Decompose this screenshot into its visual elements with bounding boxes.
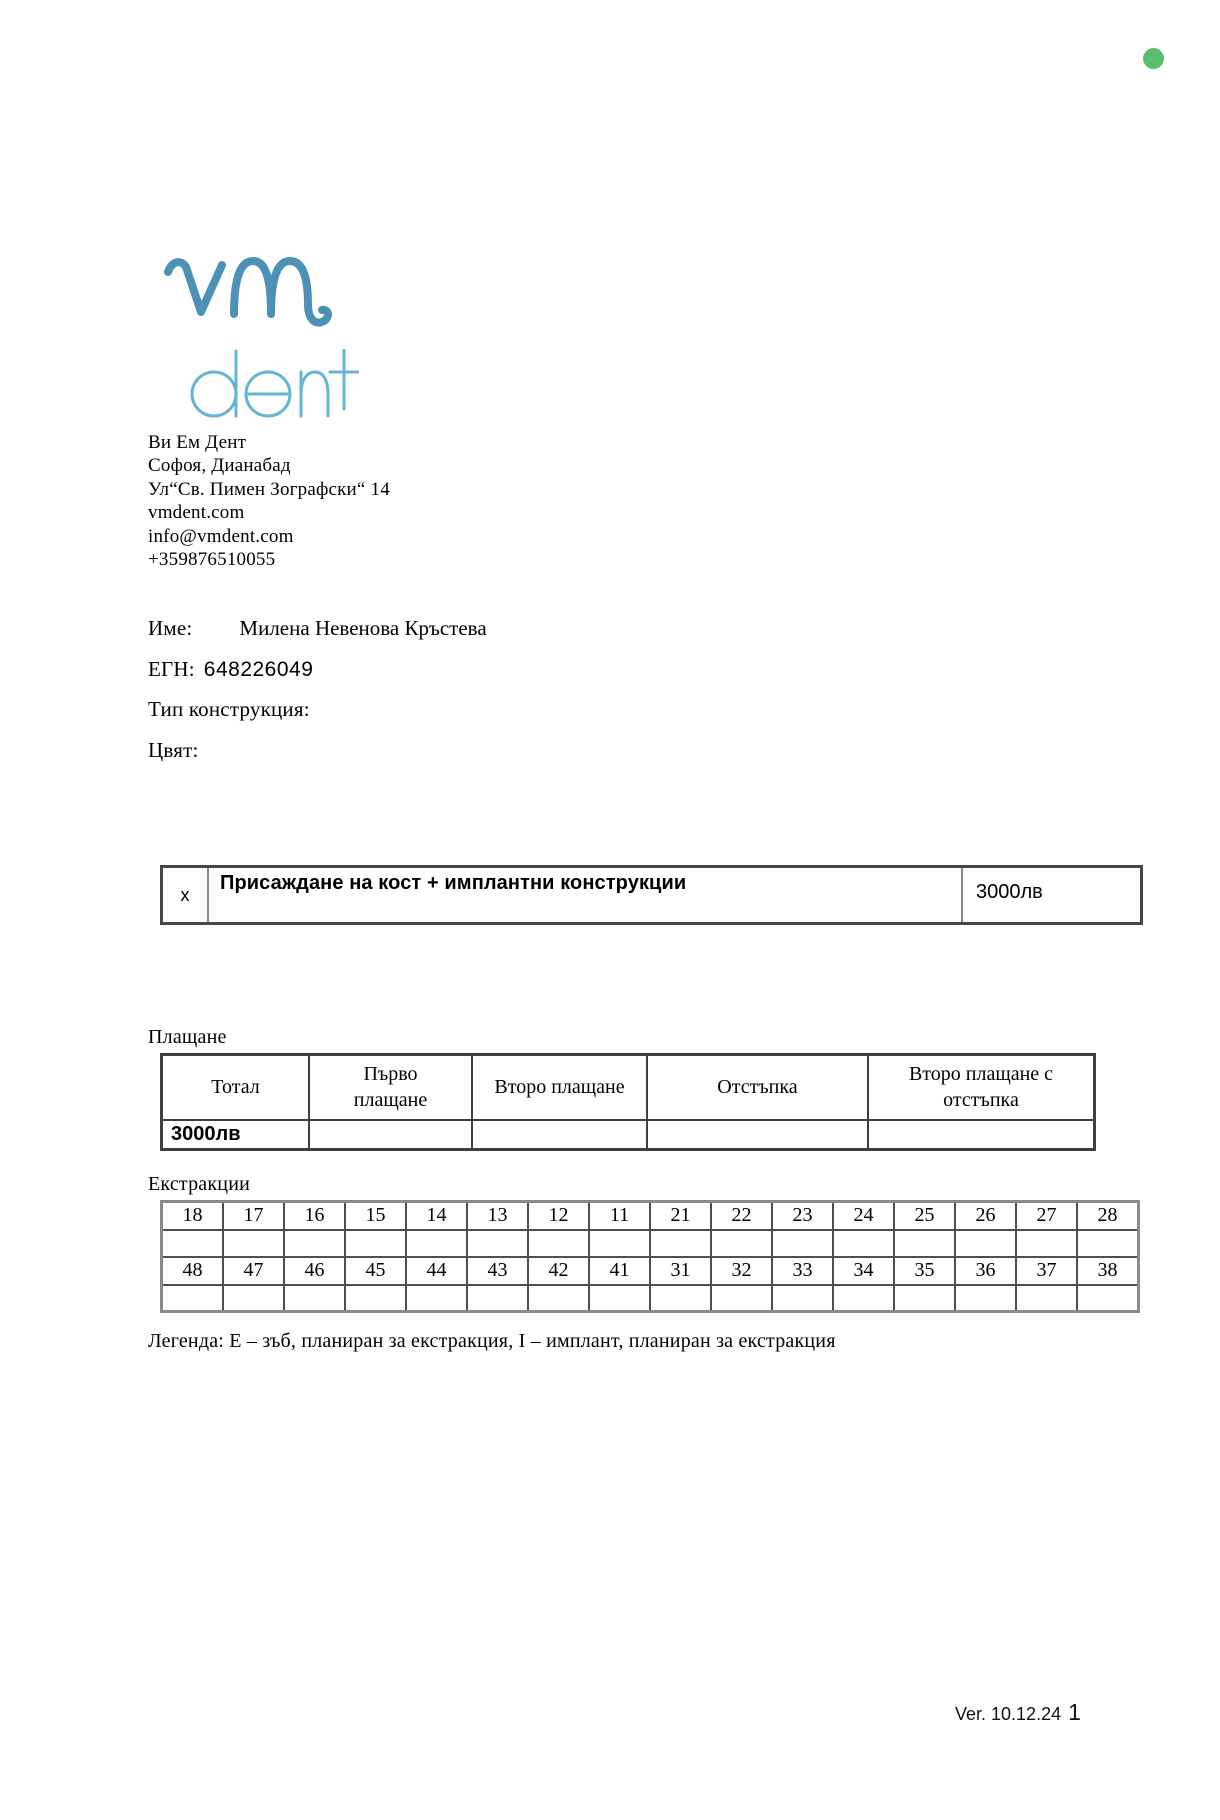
payment-second-value xyxy=(472,1120,647,1150)
extraction-mark-cell xyxy=(406,1230,467,1257)
extraction-mark-cell xyxy=(833,1230,894,1257)
payment-total-value: 3000лв xyxy=(162,1120,310,1150)
extraction-mark-cell xyxy=(894,1285,955,1312)
tooth-number-cell: 18 xyxy=(162,1202,224,1230)
patient-name-row xyxy=(148,616,487,641)
extraction-mark-cell xyxy=(345,1285,406,1312)
tooth-number-cell: 48 xyxy=(162,1257,224,1285)
extraction-mark-cell xyxy=(223,1285,284,1312)
tooth-number-cell: 44 xyxy=(406,1257,467,1285)
patient-egn-label: ЕГН: xyxy=(148,656,195,681)
tooth-number-cell: 21 xyxy=(650,1202,711,1230)
clinic-phone: +359876510055 xyxy=(148,549,276,571)
extraction-mark-cell xyxy=(467,1230,528,1257)
tooth-number-cell: 34 xyxy=(833,1257,894,1285)
extraction-mark-cell xyxy=(406,1285,467,1312)
procedure-selected-cell: x xyxy=(162,867,209,924)
extractions-table xyxy=(160,1200,1140,1313)
tooth-number-cell: 15 xyxy=(345,1202,406,1230)
tooth-number-cell: 43 xyxy=(467,1257,528,1285)
page-footer xyxy=(955,1699,1081,1726)
logo-vm-icon xyxy=(164,256,370,332)
tooth-number-cell: 36 xyxy=(955,1257,1016,1285)
lower-marks-row xyxy=(162,1285,1139,1312)
clinic-email: info@vmdent.com xyxy=(148,525,294,547)
construction-type-row xyxy=(148,697,487,722)
patient-egn-row xyxy=(148,657,487,682)
tooth-number-cell: 31 xyxy=(650,1257,711,1285)
tooth-number-cell: 47 xyxy=(223,1257,284,1285)
payment-header-row xyxy=(162,1055,1095,1120)
tooth-number-cell: 23 xyxy=(772,1202,833,1230)
procedure-table xyxy=(160,865,1143,925)
tooth-number-cell: 27 xyxy=(1016,1202,1077,1230)
construction-type-label: Тип конструкция: xyxy=(148,697,310,721)
extraction-mark-cell xyxy=(162,1285,224,1312)
payment-section-label: Плащане xyxy=(148,1026,227,1048)
tooth-number-cell: 42 xyxy=(528,1257,589,1285)
tooth-number-cell: 45 xyxy=(345,1257,406,1285)
extraction-mark-cell xyxy=(528,1285,589,1312)
extraction-mark-cell xyxy=(284,1230,345,1257)
logo-dent-icon xyxy=(189,349,359,419)
clinic-name: Ви Ем Дент xyxy=(148,432,247,453)
extraction-mark-cell xyxy=(528,1230,589,1257)
tooth-number-cell: 17 xyxy=(223,1202,284,1230)
payment-header-second: Второ плащане xyxy=(472,1055,647,1120)
tooth-number-cell: 13 xyxy=(467,1202,528,1230)
payment-values-row xyxy=(162,1120,1095,1150)
extraction-mark-cell xyxy=(955,1285,1016,1312)
extraction-mark-cell xyxy=(772,1285,833,1312)
tooth-number-cell: 26 xyxy=(955,1202,1016,1230)
extraction-mark-cell xyxy=(650,1230,711,1257)
legend-text: Легенда: Е – зъб, планиран за екстракция, I – имплант, планиран за екстракция xyxy=(148,1330,836,1352)
clinic-contact-block xyxy=(148,431,390,571)
procedure-row xyxy=(162,867,1142,924)
clinic-address: Ул“Св. Пимен Зографски“ 14 xyxy=(148,478,390,500)
upper-teeth-row xyxy=(162,1202,1139,1230)
tooth-number-cell: 37 xyxy=(1016,1257,1077,1285)
extraction-mark-cell xyxy=(223,1230,284,1257)
extraction-mark-cell xyxy=(650,1285,711,1312)
extraction-mark-cell xyxy=(1016,1230,1077,1257)
extraction-mark-cell xyxy=(345,1230,406,1257)
extraction-mark-cell xyxy=(1016,1285,1077,1312)
tooth-number-cell: 38 xyxy=(1077,1257,1139,1285)
patient-name-value: Милена Невенова Кръстева xyxy=(239,616,487,640)
payment-second-discounted-value xyxy=(868,1120,1095,1150)
extraction-mark-cell xyxy=(284,1285,345,1312)
extraction-mark-cell xyxy=(1077,1230,1139,1257)
tooth-number-cell: 41 xyxy=(589,1257,650,1285)
page-number: 1 xyxy=(1068,1699,1081,1725)
tooth-number-cell: 24 xyxy=(833,1202,894,1230)
tooth-number-cell: 33 xyxy=(772,1257,833,1285)
payment-table xyxy=(160,1053,1096,1151)
patient-fields xyxy=(148,616,487,778)
tooth-number-cell: 28 xyxy=(1077,1202,1139,1230)
tooth-number-cell: 22 xyxy=(711,1202,772,1230)
tooth-number-cell: 35 xyxy=(894,1257,955,1285)
payment-header-first xyxy=(309,1055,472,1120)
procedure-price-cell: 3000лв xyxy=(962,867,1142,924)
procedure-name-cell: Присаждане на кост + имплантни конструкции xyxy=(208,867,962,924)
color-row xyxy=(148,738,487,763)
tooth-number-cell: 14 xyxy=(406,1202,467,1230)
tooth-number-cell: 12 xyxy=(528,1202,589,1230)
extraction-mark-cell xyxy=(589,1285,650,1312)
clinic-city: Софоя, Дианабад xyxy=(148,455,291,477)
status-dot-icon xyxy=(1143,48,1164,69)
extraction-mark-cell xyxy=(833,1285,894,1312)
clinic-website: vmdent.com xyxy=(148,502,245,524)
tooth-number-cell: 46 xyxy=(284,1257,345,1285)
extraction-mark-cell xyxy=(711,1285,772,1312)
patient-name-label: Име: xyxy=(148,616,193,640)
tooth-number-cell: 16 xyxy=(284,1202,345,1230)
extraction-mark-cell xyxy=(772,1230,833,1257)
color-label: Цвят: xyxy=(148,737,199,762)
extraction-mark-cell xyxy=(894,1230,955,1257)
tooth-number-cell: 11 xyxy=(589,1202,650,1230)
payment-header-second-discounted-text: Второ плащане с отстъпка xyxy=(908,1063,1054,1112)
payment-first-value xyxy=(309,1120,472,1150)
extraction-mark-cell xyxy=(1077,1285,1139,1312)
extraction-mark-cell xyxy=(467,1285,528,1312)
extraction-mark-cell xyxy=(162,1230,224,1257)
lower-teeth-row xyxy=(162,1257,1139,1285)
payment-header-second-discounted xyxy=(868,1055,1095,1120)
payment-header-discount: Отстъпка xyxy=(647,1055,868,1120)
extractions-section-label: Екстракции xyxy=(148,1173,250,1195)
payment-header-total: Тотал xyxy=(162,1055,310,1120)
tooth-number-cell: 25 xyxy=(894,1202,955,1230)
extraction-mark-cell xyxy=(589,1230,650,1257)
version-text: Ver. 10.12.24 xyxy=(955,1704,1062,1724)
tooth-number-cell: 32 xyxy=(711,1257,772,1285)
payment-discount-value xyxy=(647,1120,868,1150)
patient-egn-value: 648226049 xyxy=(203,657,314,681)
extraction-mark-cell xyxy=(955,1230,1016,1257)
payment-header-first-text: Първо плащане xyxy=(353,1063,428,1112)
extraction-mark-cell xyxy=(711,1230,772,1257)
upper-marks-row xyxy=(162,1230,1139,1257)
